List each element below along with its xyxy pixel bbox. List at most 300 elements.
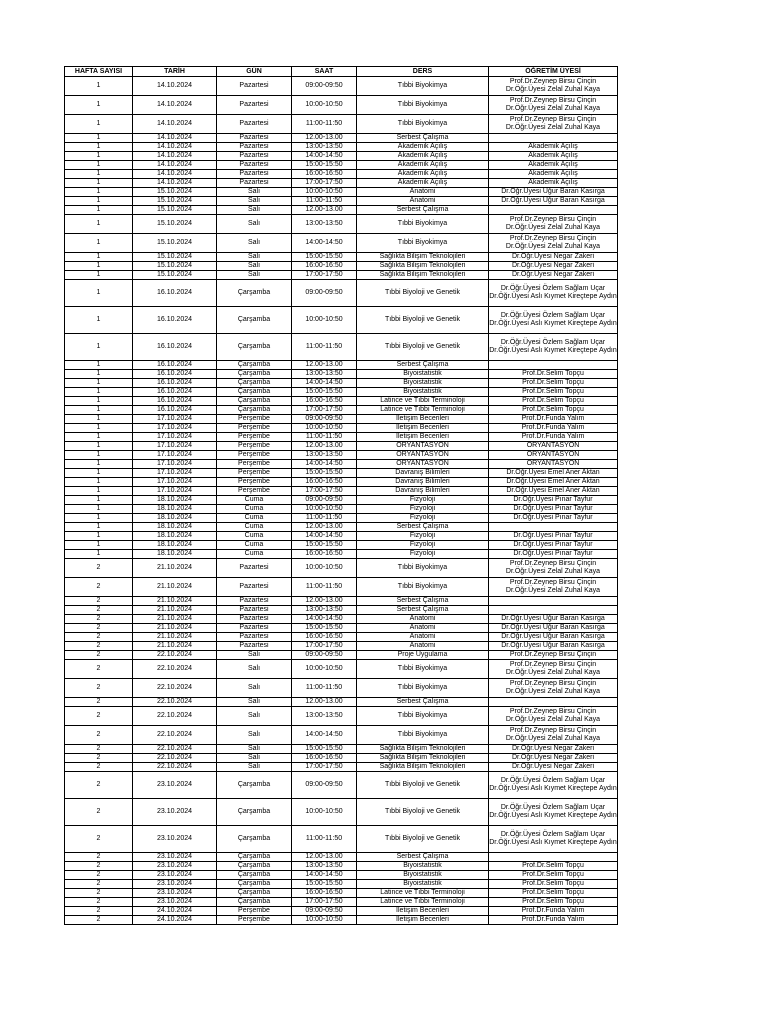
cell-day: Perşembe	[217, 916, 292, 925]
cell-day: Çarşamba	[217, 772, 292, 799]
cell-date: 17.10.2024	[133, 442, 217, 451]
table-row	[65, 197, 618, 206]
cell-day: Pazartesi	[217, 77, 292, 96]
cell-instructor	[489, 726, 618, 745]
cell-instructor	[489, 597, 618, 606]
cell-time: 17:00-17:50	[292, 487, 357, 496]
instructor-name: Akademik Açılış	[528, 143, 578, 150]
cell-instructor	[489, 532, 618, 541]
cell-time: 12.00-13.00	[292, 206, 357, 215]
cell-date: 23.10.2024	[133, 898, 217, 907]
cell-day: Salı	[217, 234, 292, 253]
header-row	[65, 67, 618, 77]
cell-day: Pazartesi	[217, 96, 292, 115]
cell-course: Biyoistatistik	[357, 871, 489, 880]
table-row	[65, 170, 618, 179]
cell-date: 23.10.2024	[133, 772, 217, 799]
table-row	[65, 853, 618, 862]
cell-day: Perşembe	[217, 424, 292, 433]
table-row	[65, 505, 618, 514]
cell-date: 17.10.2024	[133, 451, 217, 460]
instructor-name: Dr.Öğr.Üyesi Aslı Kıymet Kireçtepe Aydın	[489, 347, 617, 354]
table-row	[65, 597, 618, 606]
cell-instructor	[489, 698, 618, 707]
cell-date: 17.10.2024	[133, 460, 217, 469]
cell-course: Tıbbi Biyoloji ve Genetik	[357, 799, 489, 826]
cell-week: 2	[65, 880, 133, 889]
cell-day: Salı	[217, 707, 292, 726]
cell-week: 1	[65, 487, 133, 496]
cell-week: 2	[65, 862, 133, 871]
cell-instructor	[489, 96, 618, 115]
cell-week: 1	[65, 197, 133, 206]
cell-day: Pazartesi	[217, 606, 292, 615]
cell-course: Anatomi	[357, 624, 489, 633]
cell-week: 1	[65, 505, 133, 514]
cell-date: 22.10.2024	[133, 679, 217, 698]
cell-time: 14:00-14:50	[292, 234, 357, 253]
cell-day: Perşembe	[217, 451, 292, 460]
cell-week: 1	[65, 334, 133, 361]
cell-week: 2	[65, 597, 133, 606]
cell-course: Serbest Çalışma	[357, 698, 489, 707]
instructor-name: Akademik Açılış	[528, 179, 578, 186]
cell-time: 13:00-13:50	[292, 862, 357, 871]
instructor-name: Akademik Açılış	[528, 161, 578, 168]
cell-instructor	[489, 280, 618, 307]
schedule-body	[65, 77, 618, 925]
cell-day: Pazartesi	[217, 179, 292, 188]
cell-date: 23.10.2024	[133, 871, 217, 880]
instructor-name: Dr.Öğr.Üyesi Zelal Zuhal Kaya	[505, 224, 601, 231]
table-row	[65, 523, 618, 532]
cell-instructor	[489, 606, 618, 615]
table-row	[65, 143, 618, 152]
instructor-name: Prof.Dr.Selim Topçu	[522, 880, 584, 887]
cell-day: Çarşamba	[217, 871, 292, 880]
cell-course: Latince ve Tıbbi Terminoloji	[357, 889, 489, 898]
cell-time: 17:00-17:50	[292, 898, 357, 907]
cell-date: 23.10.2024	[133, 799, 217, 826]
cell-instructor	[489, 469, 618, 478]
cell-date: 21.10.2024	[133, 559, 217, 578]
instructor-name: Dr.Öğr.Üyesi Aslı Kıymet Kireçtepe Aydın	[489, 320, 617, 327]
cell-day: Cuma	[217, 514, 292, 523]
cell-day: Salı	[217, 188, 292, 197]
cell-date: 21.10.2024	[133, 578, 217, 597]
cell-course: Latince ve Tıbbi Terminoloji	[357, 406, 489, 415]
table-row	[65, 77, 618, 96]
cell-instructor	[489, 799, 618, 826]
cell-day: Çarşamba	[217, 280, 292, 307]
instructor-name: Prof.Dr.Zeynep Birsu Çinçin	[509, 78, 597, 85]
cell-course: Serbest Çalışma	[357, 361, 489, 370]
instructor-name: Prof.Dr.Funda Yalım	[521, 907, 585, 914]
cell-instructor	[489, 334, 618, 361]
cell-date: 14.10.2024	[133, 152, 217, 161]
cell-instructor	[489, 679, 618, 698]
instructor-name: Prof.Dr.Selim Topçu	[522, 862, 584, 869]
cell-time: 09:00-09:50	[292, 651, 357, 660]
cell-date: 15.10.2024	[133, 234, 217, 253]
table-row	[65, 898, 618, 907]
table-row	[65, 615, 618, 624]
instructor-name: Dr.Öğr.Üyesi Emel Aner Aktan	[506, 478, 600, 485]
cell-course: Fizyoloji	[357, 532, 489, 541]
cell-day: Çarşamba	[217, 799, 292, 826]
cell-time: 12.00-13.00	[292, 442, 357, 451]
cell-course: Sağlıkta Bilişim Teknolojileri	[357, 745, 489, 754]
table-row	[65, 161, 618, 170]
cell-course: Serbest Çalışma	[357, 606, 489, 615]
table-row	[65, 754, 618, 763]
cell-time: 14:00-14:50	[292, 379, 357, 388]
cell-day: Çarşamba	[217, 370, 292, 379]
instructor-name: Dr.Öğr.Üyesi Pınar Tayfur	[513, 532, 593, 539]
instructor-name: ORYANTASYON	[526, 460, 580, 467]
cell-time: 10:00-10:50	[292, 307, 357, 334]
cell-date: 16.10.2024	[133, 361, 217, 370]
cell-day: Pazartesi	[217, 170, 292, 179]
cell-time: 09:00-09:50	[292, 280, 357, 307]
cell-instructor	[489, 406, 618, 415]
cell-time: 12.00-13.00	[292, 597, 357, 606]
header-course: DERS	[357, 67, 489, 77]
cell-instructor	[489, 262, 618, 271]
cell-time: 15:00-15:50	[292, 541, 357, 550]
instructor-name: Dr.Öğr.Üyesi Özlem Sağlam Uçar	[500, 285, 606, 292]
cell-week: 1	[65, 460, 133, 469]
table-row	[65, 651, 618, 660]
table-row	[65, 179, 618, 188]
cell-instructor	[489, 370, 618, 379]
instructor-name: Prof.Dr.Selim Topçu	[522, 898, 584, 905]
table-row	[65, 772, 618, 799]
table-row	[65, 433, 618, 442]
cell-instructor	[489, 271, 618, 280]
cell-week: 1	[65, 170, 133, 179]
cell-instructor	[489, 898, 618, 907]
instructor-name: Dr.Öğr.Üyesi Uğur Baran Kasırga	[501, 642, 605, 649]
cell-instructor	[489, 253, 618, 262]
cell-time: 16:00-16:50	[292, 550, 357, 559]
cell-course: Biyoistatistik	[357, 880, 489, 889]
cell-day: Perşembe	[217, 442, 292, 451]
cell-week: 1	[65, 379, 133, 388]
cell-week: 1	[65, 206, 133, 215]
cell-week: 2	[65, 853, 133, 862]
cell-instructor	[489, 415, 618, 424]
cell-date: 14.10.2024	[133, 161, 217, 170]
instructor-name: Dr.Öğr.Üyesi Pınar Tayfur	[513, 496, 593, 503]
cell-course: Serbest Çalışma	[357, 206, 489, 215]
cell-date: 16.10.2024	[133, 370, 217, 379]
cell-course: Anatomi	[357, 197, 489, 206]
cell-time: 09:00-09:50	[292, 772, 357, 799]
cell-week: 2	[65, 559, 133, 578]
instructor-name: Prof.Dr.Zeynep Birsu Çinçin	[509, 661, 597, 668]
cell-course: İletişim Becerileri	[357, 415, 489, 424]
instructor-name: Prof.Dr.Funda Yalım	[521, 424, 585, 431]
table-row	[65, 907, 618, 916]
cell-date: 18.10.2024	[133, 550, 217, 559]
instructor-name: Akademik Açılış	[528, 170, 578, 177]
cell-instructor	[489, 880, 618, 889]
cell-course: Tıbbi Biyokimya	[357, 726, 489, 745]
cell-course: Fizyoloji	[357, 496, 489, 505]
cell-day: Çarşamba	[217, 898, 292, 907]
table-row	[65, 334, 618, 361]
cell-day: Salı	[217, 745, 292, 754]
cell-day: Cuma	[217, 532, 292, 541]
cell-instructor	[489, 379, 618, 388]
cell-week: 1	[65, 523, 133, 532]
cell-date: 17.10.2024	[133, 424, 217, 433]
cell-course: Biyoistatistik	[357, 379, 489, 388]
cell-course: Fizyoloji	[357, 550, 489, 559]
cell-day: Cuma	[217, 550, 292, 559]
cell-day: Çarşamba	[217, 889, 292, 898]
cell-day: Pazartesi	[217, 559, 292, 578]
schedule-header	[65, 67, 618, 77]
cell-week: 2	[65, 907, 133, 916]
cell-date: 23.10.2024	[133, 889, 217, 898]
cell-time: 14:00-14:50	[292, 460, 357, 469]
cell-date: 18.10.2024	[133, 532, 217, 541]
cell-time: 10:00-10:50	[292, 188, 357, 197]
table-row	[65, 152, 618, 161]
instructor-name: Prof.Dr.Zeynep Birsu Çinçin	[509, 97, 597, 104]
cell-date: 22.10.2024	[133, 745, 217, 754]
cell-course: Anatomi	[357, 615, 489, 624]
instructor-name: Dr.Öğr.Üyesi Pınar Tayfur	[513, 550, 593, 557]
cell-date: 21.10.2024	[133, 624, 217, 633]
cell-instructor	[489, 916, 618, 925]
cell-time: 15:00-15:50	[292, 388, 357, 397]
table-row	[65, 388, 618, 397]
cell-week: 1	[65, 152, 133, 161]
instructor-name: Dr.Öğr.Üyesi Uğur Baran Kasırga	[501, 624, 605, 631]
cell-day: Salı	[217, 660, 292, 679]
cell-instructor	[489, 433, 618, 442]
cell-instructor	[489, 633, 618, 642]
cell-time: 09:00-09:50	[292, 415, 357, 424]
cell-week: 1	[65, 397, 133, 406]
instructor-name: Prof.Dr.Zeynep Birsu Çinçin	[509, 560, 597, 567]
cell-week: 1	[65, 433, 133, 442]
cell-instructor	[489, 763, 618, 772]
instructor-name: Prof.Dr.Zeynep Birsu Çinçin	[509, 708, 597, 715]
cell-week: 1	[65, 77, 133, 96]
cell-week: 2	[65, 578, 133, 597]
cell-course: Akademik Açılış	[357, 143, 489, 152]
cell-date: 21.10.2024	[133, 633, 217, 642]
cell-course: Tıbbi Biyoloji ve Genetik	[357, 826, 489, 853]
instructor-name: Prof.Dr.Zeynep Birsu Çinçin	[509, 579, 597, 586]
cell-time: 16:00-16:50	[292, 397, 357, 406]
cell-time: 13:00-13:50	[292, 707, 357, 726]
cell-time: 13:00-13:50	[292, 606, 357, 615]
cell-date: 14.10.2024	[133, 77, 217, 96]
instructor-name: Dr.Öğr.Üyesi Özlem Sağlam Uçar	[500, 777, 606, 784]
cell-instructor	[489, 77, 618, 96]
cell-instructor	[489, 772, 618, 799]
cell-time: 12.00-13.00	[292, 134, 357, 143]
table-row	[65, 707, 618, 726]
cell-time: 16:00-16:50	[292, 754, 357, 763]
cell-date: 15.10.2024	[133, 253, 217, 262]
cell-time: 12.00-13.00	[292, 523, 357, 532]
cell-course: Akademik Açılış	[357, 152, 489, 161]
instructor-name: Prof.Dr.Selim Topçu	[522, 370, 584, 377]
cell-day: Perşembe	[217, 907, 292, 916]
cell-day: Çarşamba	[217, 388, 292, 397]
instructor-name: Dr.Öğr.Üyesi Özlem Sağlam Uçar	[500, 339, 606, 346]
table-row	[65, 460, 618, 469]
instructor-name: Dr.Öğr.Üyesi Zelal Zuhal Kaya	[505, 105, 601, 112]
cell-instructor	[489, 478, 618, 487]
cell-time: 15:00-15:50	[292, 253, 357, 262]
instructor-name: Dr.Öğr.Üyesi Negar Zakeri	[511, 745, 595, 752]
cell-date: 14.10.2024	[133, 134, 217, 143]
header-instructor: ÖĞRETİM ÜYESİ	[489, 67, 618, 77]
table-row	[65, 478, 618, 487]
cell-course: ORYANTASYON	[357, 460, 489, 469]
instructor-name: Dr.Öğr.Üyesi Negar Zakeri	[511, 763, 595, 770]
cell-date: 16.10.2024	[133, 379, 217, 388]
instructor-name: ORYANTASYON	[526, 451, 580, 458]
cell-course: Sağlıkta Bilişim Teknolojileri	[357, 253, 489, 262]
cell-course: Tıbbi Biyoloji ve Genetik	[357, 334, 489, 361]
cell-date: 21.10.2024	[133, 606, 217, 615]
cell-instructor	[489, 442, 618, 451]
table-row	[65, 442, 618, 451]
cell-time: 14:00-14:50	[292, 532, 357, 541]
cell-week: 1	[65, 161, 133, 170]
table-row	[65, 679, 618, 698]
cell-instructor	[489, 826, 618, 853]
table-row	[65, 642, 618, 651]
cell-date: 15.10.2024	[133, 197, 217, 206]
cell-date: 23.10.2024	[133, 862, 217, 871]
cell-time: 10:00-10:50	[292, 96, 357, 115]
cell-time: 13:00-13:50	[292, 370, 357, 379]
cell-course: Tıbbi Biyokimya	[357, 77, 489, 96]
cell-time: 16:00-16:50	[292, 478, 357, 487]
cell-time: 17:00-17:50	[292, 642, 357, 651]
instructor-name: Dr.Öğr.Üyesi Negar Zakeri	[511, 253, 595, 260]
instructor-name: Prof.Dr.Zeynep Birsu Çinçin	[509, 116, 597, 123]
instructor-name: Dr.Öğr.Üyesi Zelal Zuhal Kaya	[505, 587, 601, 594]
cell-day: Pazartesi	[217, 615, 292, 624]
cell-course: Tıbbi Biyoloji ve Genetik	[357, 280, 489, 307]
instructor-name: Dr.Öğr.Üyesi Emel Aner Aktan	[506, 487, 600, 494]
cell-date: 17.10.2024	[133, 415, 217, 424]
cell-date: 18.10.2024	[133, 541, 217, 550]
cell-date: 18.10.2024	[133, 505, 217, 514]
cell-time: 10:00-10:50	[292, 424, 357, 433]
cell-week: 2	[65, 826, 133, 853]
cell-course: Sağlıkta Bilişim Teknolojileri	[357, 262, 489, 271]
cell-course: Latince ve Tıbbi Terminoloji	[357, 397, 489, 406]
cell-week: 1	[65, 406, 133, 415]
cell-instructor	[489, 161, 618, 170]
cell-week: 2	[65, 606, 133, 615]
cell-course: Tıbbi Biyokimya	[357, 96, 489, 115]
cell-time: 11:00-11:50	[292, 514, 357, 523]
cell-instructor	[489, 307, 618, 334]
cell-time: 11:00-11:50	[292, 826, 357, 853]
table-row	[65, 379, 618, 388]
cell-week: 2	[65, 745, 133, 754]
cell-time: 14:00-14:50	[292, 871, 357, 880]
table-row	[65, 188, 618, 197]
cell-week: 1	[65, 143, 133, 152]
table-row	[65, 451, 618, 460]
cell-time: 15:00-15:50	[292, 745, 357, 754]
header-date: TARİH	[133, 67, 217, 77]
cell-instructor	[489, 871, 618, 880]
cell-date: 16.10.2024	[133, 307, 217, 334]
cell-time: 10:00-10:50	[292, 799, 357, 826]
table-row	[65, 826, 618, 853]
table-row	[65, 862, 618, 871]
instructor-name: Prof.Dr.Selim Topçu	[522, 397, 584, 404]
cell-time: 11:00-11:50	[292, 578, 357, 597]
cell-week: 1	[65, 280, 133, 307]
cell-date: 14.10.2024	[133, 143, 217, 152]
instructor-name: Dr.Öğr.Üyesi Pınar Tayfur	[513, 505, 593, 512]
cell-course: İletişim Becerileri	[357, 424, 489, 433]
cell-time: 17:00-17:50	[292, 271, 357, 280]
cell-course: ORYANTASYON	[357, 442, 489, 451]
cell-day: Salı	[217, 651, 292, 660]
cell-time: 13:00-13:50	[292, 451, 357, 460]
table-row	[65, 415, 618, 424]
cell-day: Pazartesi	[217, 578, 292, 597]
table-row	[65, 726, 618, 745]
cell-time: 12.00-13.00	[292, 698, 357, 707]
table-row	[65, 514, 618, 523]
instructor-name: ORYANTASYON	[526, 442, 580, 449]
cell-day: Salı	[217, 754, 292, 763]
cell-instructor	[489, 152, 618, 161]
cell-date: 23.10.2024	[133, 853, 217, 862]
cell-instructor	[489, 707, 618, 726]
cell-week: 2	[65, 707, 133, 726]
instructor-name: Dr.Öğr.Üyesi Negar Zakeri	[511, 271, 595, 278]
cell-course: Serbest Çalışma	[357, 853, 489, 862]
table-row	[65, 880, 618, 889]
cell-date: 15.10.2024	[133, 271, 217, 280]
cell-date: 14.10.2024	[133, 96, 217, 115]
cell-course: Tıbbi Biyokimya	[357, 679, 489, 698]
cell-date: 15.10.2024	[133, 215, 217, 234]
cell-course: İletişim Becerileri	[357, 916, 489, 925]
cell-time: 10:00-10:50	[292, 559, 357, 578]
table-row	[65, 799, 618, 826]
cell-instructor	[489, 624, 618, 633]
cell-day: Çarşamba	[217, 406, 292, 415]
instructor-name: Dr.Öğr.Üyesi Emel Aner Aktan	[506, 469, 600, 476]
table-row	[65, 115, 618, 134]
cell-date: 21.10.2024	[133, 642, 217, 651]
instructor-name: Dr.Öğr.Üyesi Zelal Zuhal Kaya	[505, 669, 601, 676]
cell-week: 1	[65, 541, 133, 550]
cell-day: Pazartesi	[217, 143, 292, 152]
cell-course: Tıbbi Biyokimya	[357, 234, 489, 253]
cell-instructor	[489, 143, 618, 152]
